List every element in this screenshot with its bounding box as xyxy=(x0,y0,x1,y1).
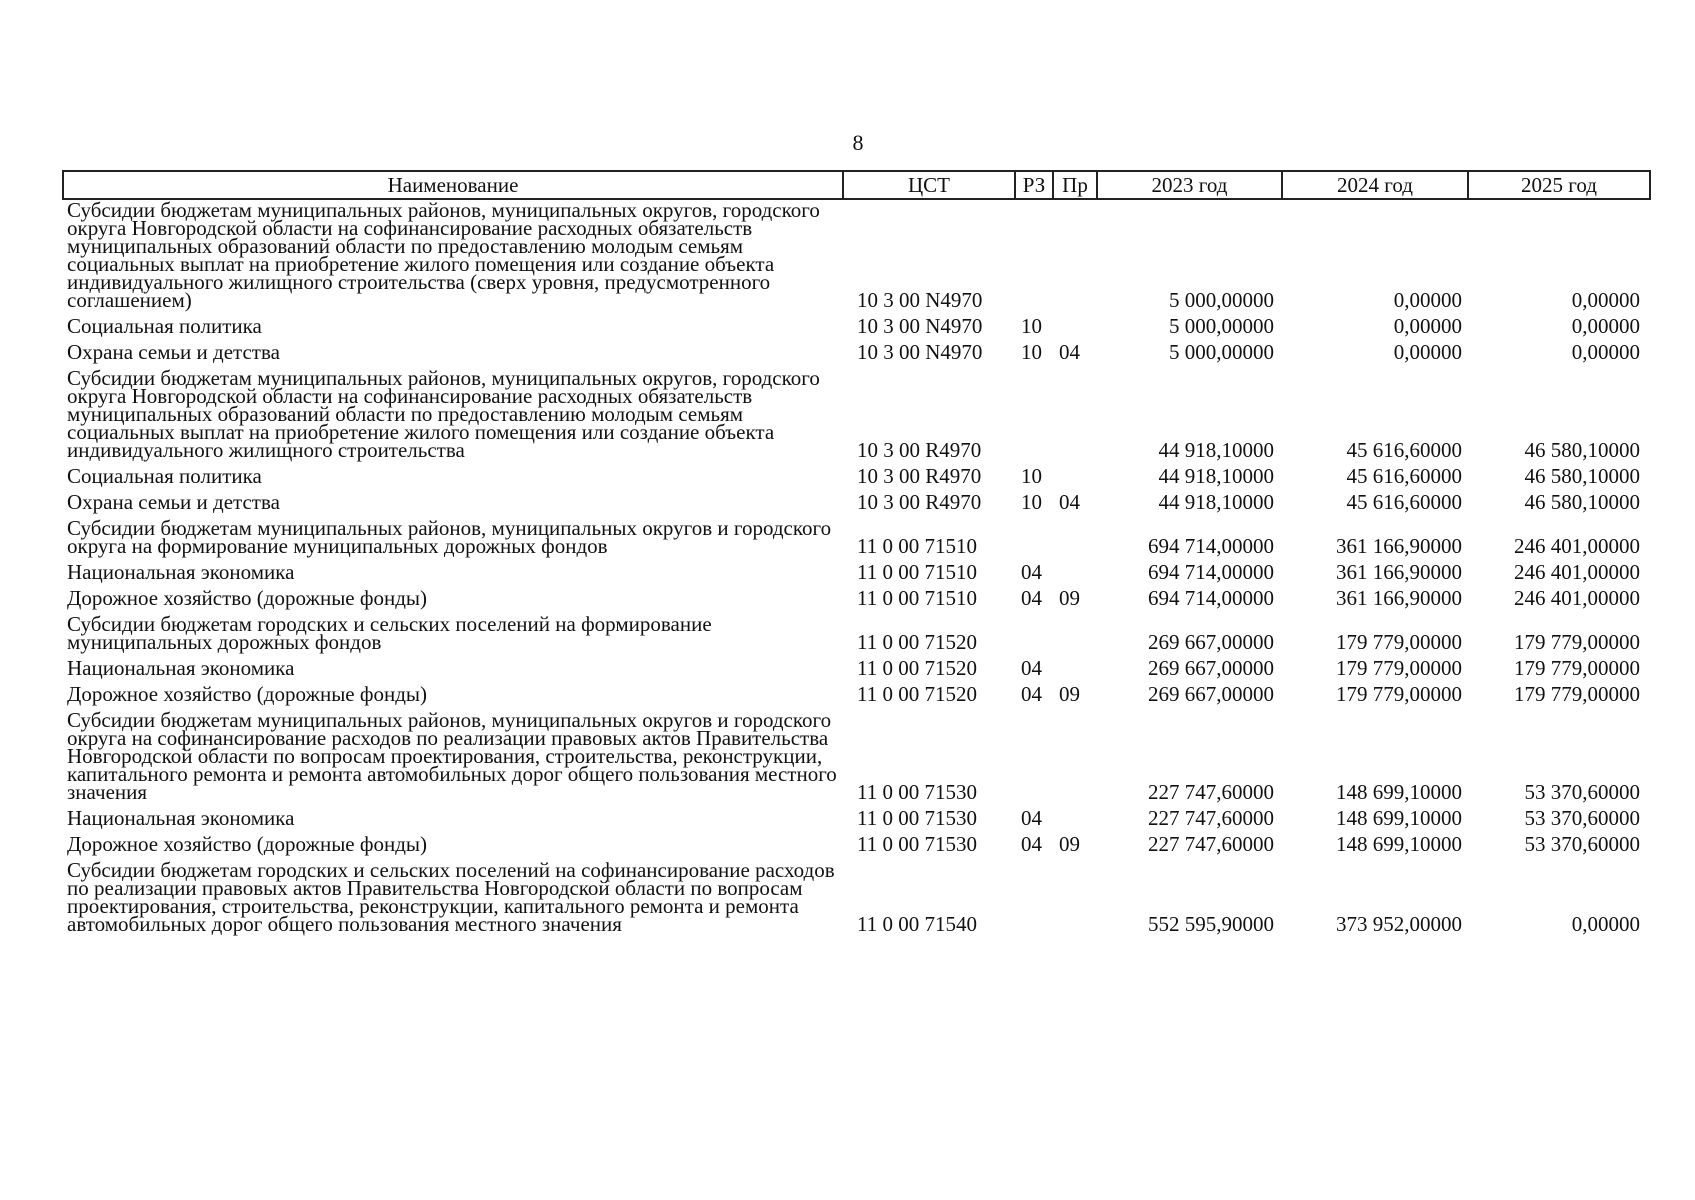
cell-pr xyxy=(1053,860,1097,940)
cell-2025: 0,00000 xyxy=(1571,288,1640,312)
cell-2024: 148 699,10000 xyxy=(1336,806,1462,830)
cell-2024: 148 699,10000 xyxy=(1336,832,1462,856)
cell-pr xyxy=(1053,199,1097,316)
cell-2024: 45 616,60000 xyxy=(1346,438,1462,462)
table-row xyxy=(63,316,1650,342)
cell-2023: 227 747,60000 xyxy=(1148,832,1274,856)
cell-2023: 44 918,10000 xyxy=(1158,438,1274,462)
cell-rz xyxy=(1015,710,1053,808)
cell-2024: 0,00000 xyxy=(1393,314,1462,338)
cell-rz xyxy=(1015,614,1053,658)
cell-name: Субсидии бюджетам городских и сельских поселений на софинансирование расходов по реализации правовых актов Правительства Новгородской области по вопросам проектирования, строительства, реконструкции, капитального ремонта и ремонта автомобильных дорог общего пользования местного значения xyxy=(67,858,835,936)
cell-2023: 44 918,10000 xyxy=(1158,490,1274,514)
cell-rz: 04 xyxy=(1021,682,1042,706)
table-row xyxy=(63,834,1650,860)
cell-pr xyxy=(1053,518,1097,562)
cell-2023: 694 714,00000 xyxy=(1148,586,1274,610)
cell-2025: 53 370,60000 xyxy=(1524,832,1640,856)
header-cst: ЦСТ xyxy=(843,171,1015,199)
header-pr: Пр xyxy=(1053,171,1097,199)
cell-name: Субсидии бюджетам муниципальных районов, муниципальных округов, городского округа Новгородской области на софинансирование расходных обязательств муниципальных образований области по предоставлению молодым семьям социальных выплат на приобретение жилого помещения или создание объекта индивидуального жилищного строительства xyxy=(67,366,820,462)
table-row xyxy=(63,710,1650,808)
cell-name: Охрана семьи и детства xyxy=(67,340,280,364)
cell-rz xyxy=(1015,199,1053,316)
cell-2024: 45 616,60000 xyxy=(1346,464,1462,488)
cell-pr: 09 xyxy=(1059,832,1080,856)
cell-2023: 552 595,90000 xyxy=(1148,912,1274,936)
cell-rz xyxy=(1015,368,1053,466)
cell-2025: 246 401,00000 xyxy=(1514,586,1640,610)
cell-2025: 53 370,60000 xyxy=(1524,806,1640,830)
cell-name: Социальная политика xyxy=(67,314,262,338)
cell-name: Субсидии бюджетам муниципальных районов, муниципальных округов и городского округа на софинансирование расходов по реализации правовых актов Правительства Новгородской области по вопросам проектирования, строительства, реконструкции, капитального ремонта и ремонта автомобильных дорог общего пользования местного значения xyxy=(67,708,837,804)
cell-2024: 0,00000 xyxy=(1393,340,1462,364)
cell-name: Дорожное хозяйство (дорожные фонды) xyxy=(67,586,428,610)
cell-2024: 179 779,00000 xyxy=(1336,630,1462,654)
header-rz: РЗ xyxy=(1015,171,1053,199)
table-row xyxy=(63,466,1650,492)
table-row xyxy=(63,492,1650,518)
cell-2023: 269 667,00000 xyxy=(1148,682,1274,706)
cell-2023: 227 747,60000 xyxy=(1148,780,1274,804)
cell-2023: 227 747,60000 xyxy=(1148,806,1274,830)
cell-rz: 04 xyxy=(1021,586,1042,610)
cell-pr: 04 xyxy=(1059,490,1080,514)
cell-rz: 04 xyxy=(1021,832,1042,856)
cell-2025: 179 779,00000 xyxy=(1514,656,1640,680)
cell-2024: 179 779,00000 xyxy=(1336,656,1462,680)
cell-cst: 11 0 00 71510 xyxy=(857,534,977,558)
cell-rz: 10 xyxy=(1021,314,1042,338)
cell-cst: 11 0 00 71540 xyxy=(857,912,977,936)
cell-2023: 5 000,00000 xyxy=(1169,340,1274,364)
cell-cst: 10 3 00 N4970 xyxy=(857,340,983,364)
cell-2025: 46 580,10000 xyxy=(1524,438,1640,462)
cell-rz: 04 xyxy=(1021,560,1042,584)
header-2024: 2024 год xyxy=(1282,171,1468,199)
cell-name: Национальная экономика xyxy=(67,560,295,584)
cell-2025: 0,00000 xyxy=(1571,340,1640,364)
table-header-row xyxy=(63,171,1650,199)
cell-2025: 246 401,00000 xyxy=(1514,560,1640,584)
cell-pr xyxy=(1053,808,1097,834)
table-row xyxy=(63,684,1650,710)
cell-name: Субсидии бюджетам муниципальных районов, муниципальных округов, городского округа Новгородской области на софинансирование расходных обязательств муниципальных образований области по предоставлению молодым семьям социальных выплат на приобретение жилого помещения или создание объекта индивидуального жилищного строительства (сверх уровня, предусмотренного соглашением) xyxy=(67,198,820,312)
cell-2025: 179 779,00000 xyxy=(1514,682,1640,706)
header-name: Наименование xyxy=(63,171,843,199)
cell-pr xyxy=(1053,614,1097,658)
table-row xyxy=(63,614,1650,658)
cell-name: Национальная экономика xyxy=(67,656,295,680)
cell-2025: 0,00000 xyxy=(1571,912,1640,936)
cell-name: Субсидии бюджетам городских и сельских поселений на формирование муниципальных дорожных фондов xyxy=(67,612,712,654)
page-number: 8 xyxy=(852,130,864,155)
cell-2024: 373 952,00000 xyxy=(1336,912,1462,936)
cell-rz: 10 xyxy=(1021,464,1042,488)
cell-rz xyxy=(1015,860,1053,940)
table-row xyxy=(63,562,1650,588)
cell-pr: 09 xyxy=(1059,586,1080,610)
cell-pr xyxy=(1053,368,1097,466)
cell-2023: 269 667,00000 xyxy=(1148,656,1274,680)
cell-2025: 0,00000 xyxy=(1571,314,1640,338)
cell-2024: 148 699,10000 xyxy=(1336,780,1462,804)
cell-rz: 10 xyxy=(1021,490,1042,514)
cell-cst: 10 3 00 R4970 xyxy=(857,464,982,488)
table-row xyxy=(63,860,1650,940)
cell-name: Субсидии бюджетам муниципальных районов, муниципальных округов и городского округа на формирование муниципальных дорожных фондов xyxy=(67,516,832,558)
cell-pr xyxy=(1053,466,1097,492)
cell-rz: 04 xyxy=(1021,656,1042,680)
cell-cst: 11 0 00 71520 xyxy=(857,630,977,654)
cell-2025: 46 580,10000 xyxy=(1524,490,1640,514)
cell-cst: 10 3 00 R4970 xyxy=(857,490,982,514)
cell-pr xyxy=(1053,562,1097,588)
cell-2025: 53 370,60000 xyxy=(1524,780,1640,804)
cell-name: Дорожное хозяйство (дорожные фонды) xyxy=(67,682,428,706)
cell-2024: 361 166,90000 xyxy=(1336,534,1462,558)
cell-name: Национальная экономика xyxy=(67,806,295,830)
cell-cst: 11 0 00 71530 xyxy=(857,780,977,804)
cell-2024: 0,00000 xyxy=(1393,288,1462,312)
cell-cst: 11 0 00 71530 xyxy=(857,806,977,830)
cell-pr xyxy=(1053,710,1097,808)
cell-2025: 46 580,10000 xyxy=(1524,464,1640,488)
table-row xyxy=(63,658,1650,684)
budget-table xyxy=(62,170,1651,940)
cell-2023: 694 714,00000 xyxy=(1148,560,1274,584)
cell-cst: 11 0 00 71520 xyxy=(857,682,977,706)
cell-cst: 10 3 00 N4970 xyxy=(857,288,983,312)
table-row xyxy=(63,518,1650,562)
cell-2025: 179 779,00000 xyxy=(1514,630,1640,654)
cell-2023: 44 918,10000 xyxy=(1158,464,1274,488)
table-row xyxy=(63,808,1650,834)
cell-rz: 04 xyxy=(1021,806,1042,830)
cell-2023: 5 000,00000 xyxy=(1169,314,1274,338)
cell-pr: 04 xyxy=(1059,340,1080,364)
cell-rz xyxy=(1015,518,1053,562)
cell-2024: 179 779,00000 xyxy=(1336,682,1462,706)
cell-2024: 45 616,60000 xyxy=(1346,490,1462,514)
cell-name: Охрана семьи и детства xyxy=(67,490,280,514)
table-row xyxy=(63,588,1650,614)
table-row xyxy=(63,199,1650,316)
cell-2023: 5 000,00000 xyxy=(1169,288,1274,312)
cell-cst: 11 0 00 71520 xyxy=(857,656,977,680)
cell-pr: 09 xyxy=(1059,682,1080,706)
cell-cst: 11 0 00 71510 xyxy=(857,586,977,610)
header-2025: 2025 год xyxy=(1468,171,1650,199)
cell-2023: 269 667,00000 xyxy=(1148,630,1274,654)
cell-2024: 361 166,90000 xyxy=(1336,560,1462,584)
cell-2024: 361 166,90000 xyxy=(1336,586,1462,610)
cell-cst: 11 0 00 71510 xyxy=(857,560,977,584)
cell-cst: 11 0 00 71530 xyxy=(857,832,977,856)
cell-cst: 10 3 00 N4970 xyxy=(857,314,983,338)
table-row xyxy=(63,342,1650,368)
cell-rz: 10 xyxy=(1021,340,1042,364)
cell-pr xyxy=(1053,658,1097,684)
cell-pr xyxy=(1053,316,1097,342)
cell-cst: 10 3 00 R4970 xyxy=(857,438,982,462)
cell-name: Социальная политика xyxy=(67,464,262,488)
cell-2023: 694 714,00000 xyxy=(1148,534,1274,558)
cell-2025: 246 401,00000 xyxy=(1514,534,1640,558)
table-row xyxy=(63,368,1650,466)
header-2023: 2023 год xyxy=(1097,171,1282,199)
cell-name: Дорожное хозяйство (дорожные фонды) xyxy=(67,832,428,856)
